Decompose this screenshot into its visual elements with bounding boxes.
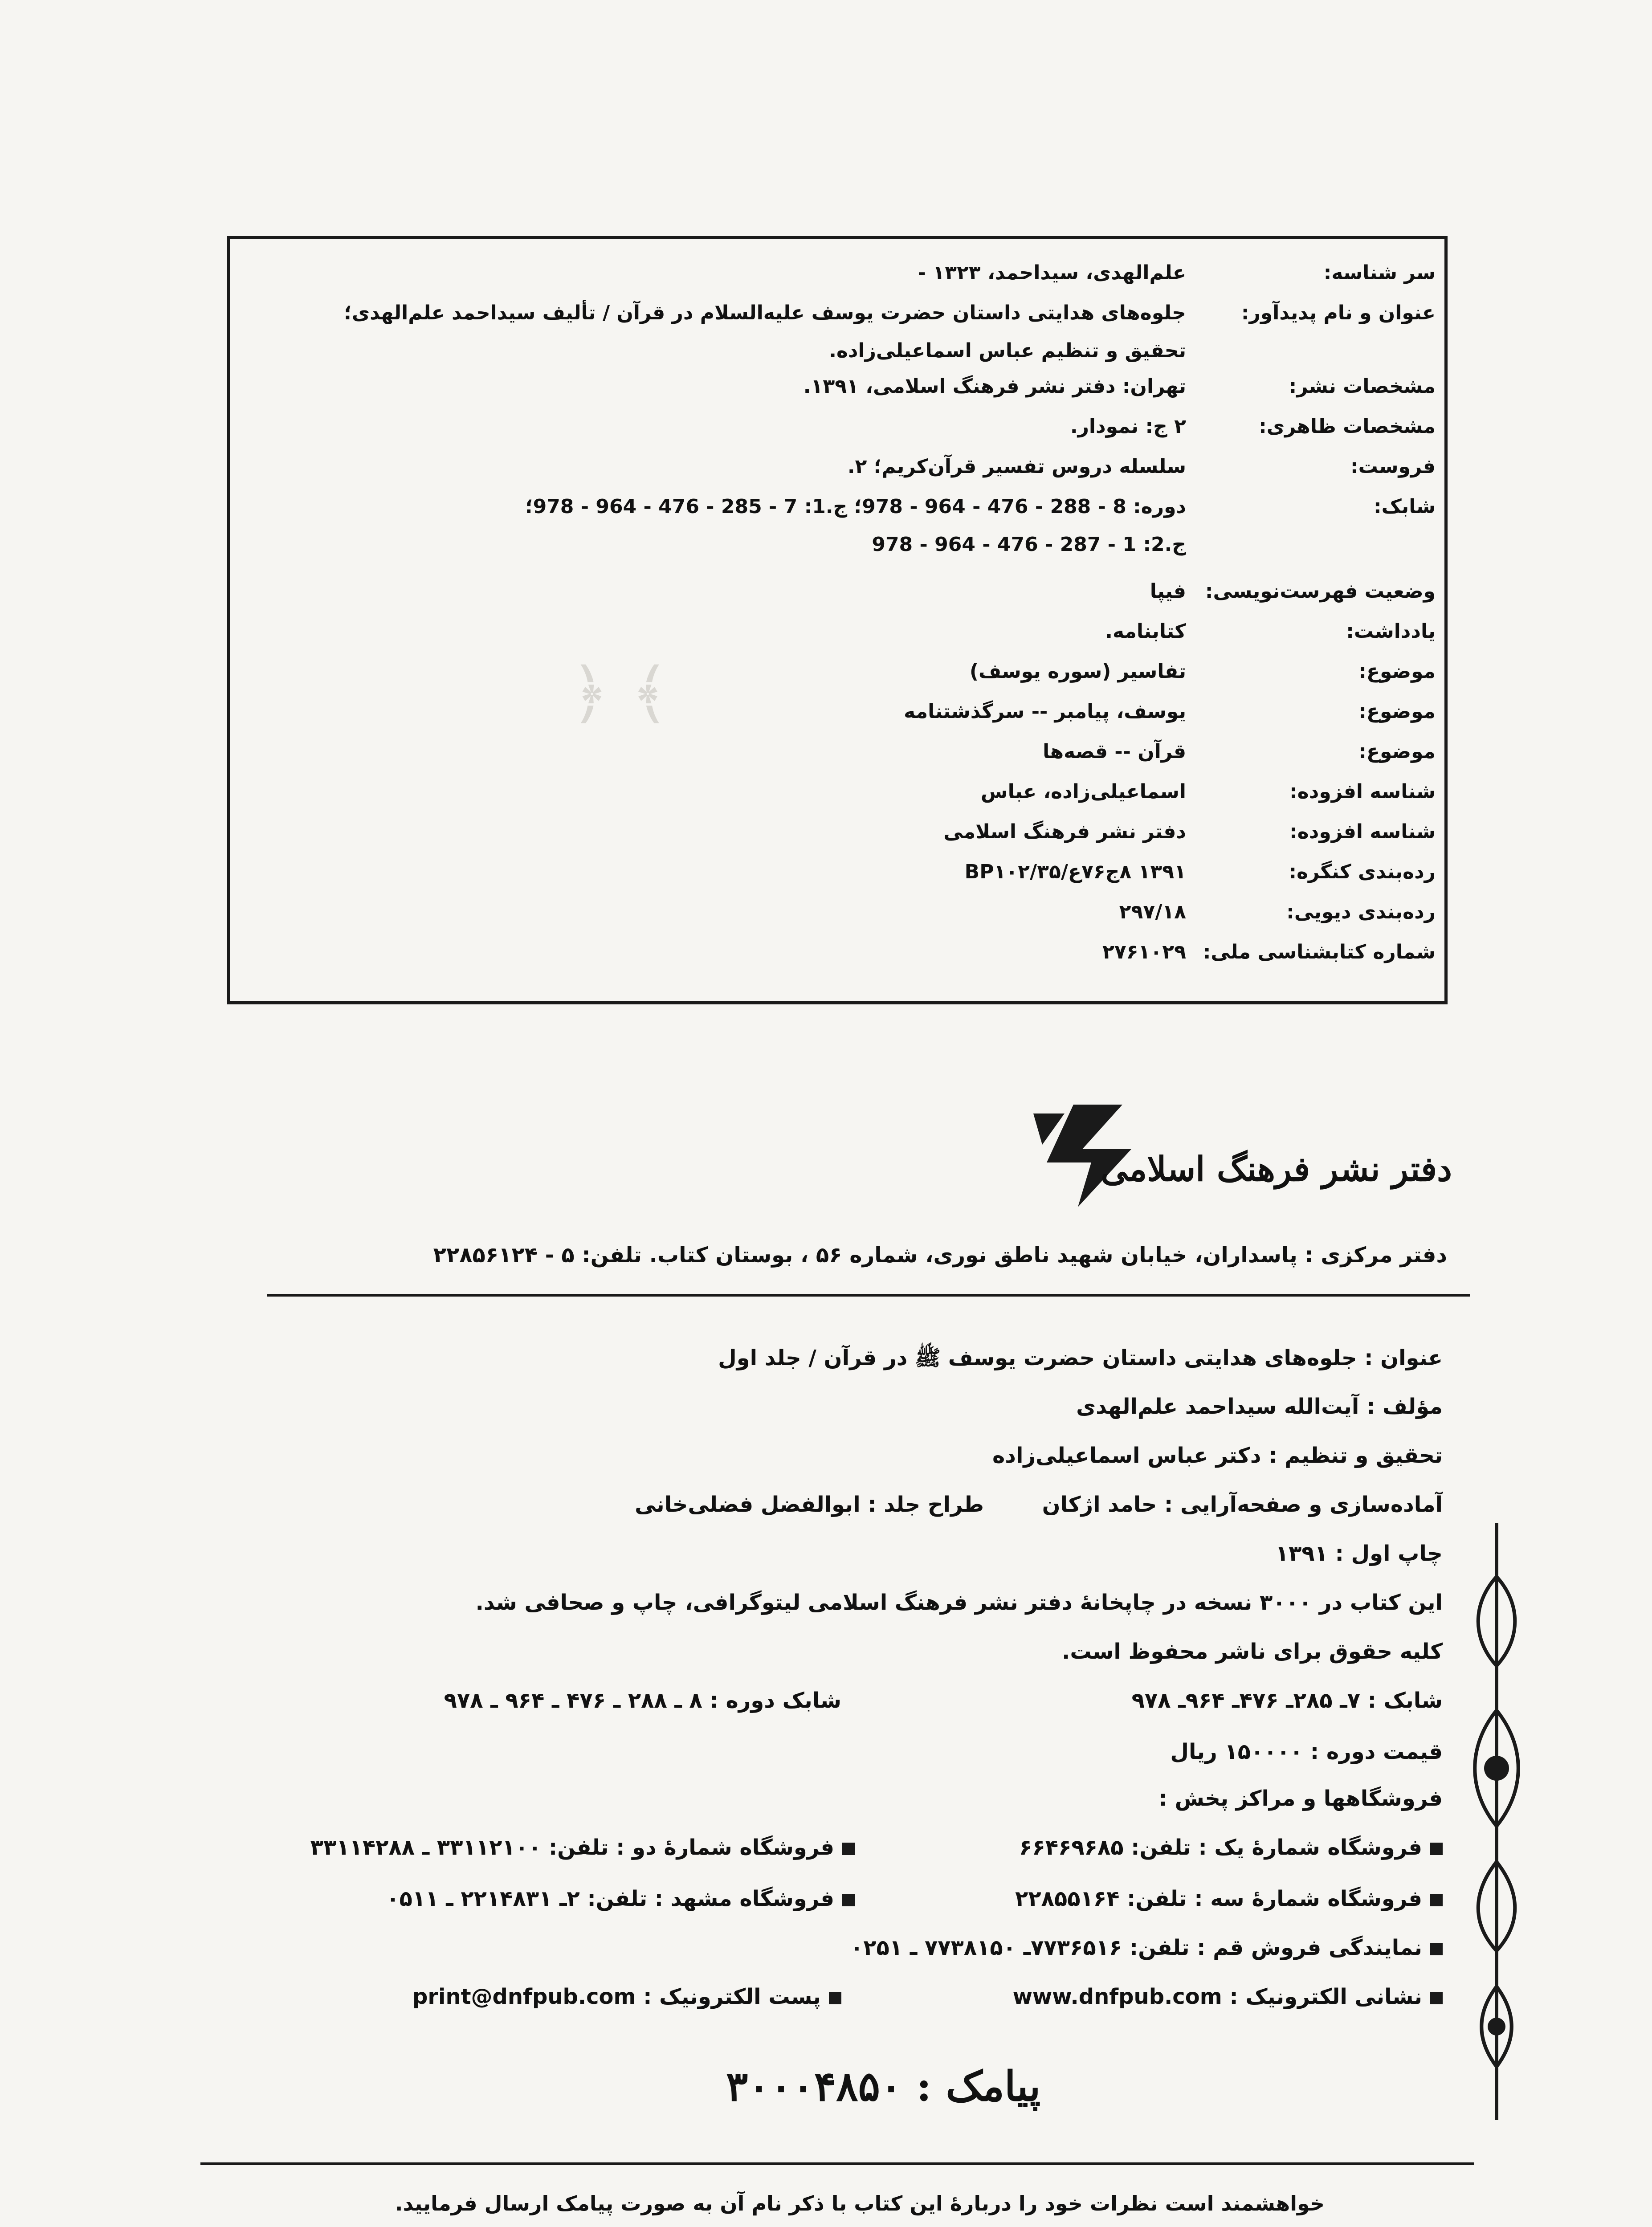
cover-designer: طراح جلد : ابوالفضل فضلی‌خانی	[635, 1492, 984, 1517]
print-run: این کتاب در ۳۰۰۰ نسخه در چاپخانهٔ دفتر نشر فرهنگ اسلامی لیتوگرافی، چاپ و صحافی شد.	[475, 1590, 1443, 1615]
cip-label: شماره کتابشناسی ملی:	[1203, 941, 1436, 963]
email: پست الکترونیک : print@dnfpub.com	[412, 1984, 841, 2009]
cip-value: تفاسیر (سوره یوسف)	[969, 660, 1186, 683]
cip-row	[239, 580, 1436, 624]
cip-label: رده‌بندی دیویی:	[1286, 901, 1436, 923]
feedback-note: خواهشمند است نظرات خود را دربارهٔ این کتاب با ذکر نام آن به صورت پیامک ارسال فرمایید.	[395, 2191, 1325, 2215]
divider	[200, 2162, 1474, 2165]
cip-label: مشخصات ظاهری:	[1259, 415, 1436, 438]
cip-label: عنوان و نام پدیدآور:	[1241, 302, 1436, 324]
cip-value: یوسف، پیامبر -- سرگذشتنامه	[904, 700, 1186, 723]
author: مؤلف : آیت‌الله سیداحمد علم‌الهدی	[1076, 1394, 1443, 1419]
cip-label: مشخصات نشر:	[1289, 375, 1436, 398]
editor: تحقیق و تنظیم : دکتر عباس اسماعیلی‌زاده	[992, 1443, 1443, 1468]
store-mashhad: فروشگاه مشهد : تلفن: ۲ـ ۲۲۱۴۸۳۱ ـ ۰۵۱۱	[386, 1886, 855, 1911]
cip-value: قرآن -- قصه‌ها	[1043, 740, 1186, 763]
store-qom: نمایندگی فروش قم : تلفن: ۷۷۳۶۵۱۶ـ ۷۷۳۸۱۵۰ ـ ۰۲۵۱	[850, 1935, 1443, 1960]
cip-value: دفتر نشر فرهنگ اسلامی	[943, 820, 1186, 843]
cataloging-in-publication-box	[227, 236, 1448, 1004]
store-1: فروشگاه شمارهٔ یک : تلفن: ۶۶۴۶۹۶۸۵	[1019, 1835, 1443, 1860]
store-3: فروشگاه شمارهٔ سه : تلفن: ۲۲۸۵۵۱۶۴	[1015, 1886, 1443, 1911]
cip-label: سر شناسه:	[1323, 261, 1436, 284]
cip-label: موضوع:	[1358, 700, 1436, 723]
bullet-icon	[1430, 1894, 1443, 1906]
cip-row	[239, 780, 1436, 825]
cip-label: شناسه افزوده:	[1289, 780, 1436, 803]
cip-row	[239, 660, 1436, 705]
cip-value: ۱۳۹۱ ۸ج۷۶ع/BP۱۰۲/۳۵	[964, 861, 1186, 883]
cip-row	[239, 415, 1436, 460]
cip-row	[239, 375, 1436, 420]
publisher-logo	[1007, 1087, 1452, 1220]
cip-value: کتابنامه.	[1105, 620, 1186, 643]
cip-value: تهران: دفتر نشر فرهنگ اسلامی، ۱۳۹۱.	[803, 375, 1186, 398]
cip-row	[239, 861, 1436, 905]
cip-row	[239, 941, 1436, 985]
head-office-address: دفتر مرکزی : پاسداران، خیابان شهید ناطق نوری، شماره ۵۶ ، بوستان کتاب. تلفن: ۵ - ۲۲۸۵۶۱۲۴	[433, 1243, 1447, 1268]
cip-value: ۲۷۶۱۰۲۹	[1102, 941, 1186, 963]
cip-value: ۲ ج: نمودار.	[1070, 415, 1186, 438]
sms-number: پیامک : ۳۰۰۰۴۸۵۰	[726, 2062, 1041, 2110]
ornament-icon	[1463, 1523, 1530, 2120]
publisher-name: دفتر نشر فرهنگ اسلامی	[1101, 1149, 1452, 1189]
bullet-icon	[1430, 1843, 1443, 1855]
cip-value: اسماعیلی‌زاده، عباس	[980, 780, 1186, 803]
cip-value: سلسله دروس تفسیر قرآن‌کریم؛ ۲.	[847, 455, 1186, 478]
website: نشانی الکترونیک : www.dnfpub.com	[1013, 1984, 1443, 2009]
layout-credit: آماده‌سازی و صفحه‌آرایی : حامد اژکان	[1042, 1492, 1443, 1517]
cip-label: وضعیت فهرست‌نویسی:	[1205, 580, 1436, 603]
divider	[267, 1294, 1470, 1297]
book-title: عنوان : جلوه‌های هدایتی داستان حضرت یوسف ﷺ در قرآن / جلد اول	[718, 1346, 1443, 1370]
cip-label: موضوع:	[1358, 660, 1436, 683]
cip-row	[239, 820, 1436, 865]
cip-value: ۲۹۷/۱۸	[1119, 901, 1186, 923]
cip-value: جلوه‌های هدایتی داستان حضرت یوسف علیه‌السلام در قرآن / تألیف سیداحمد علم‌الهدی؛	[344, 302, 1186, 324]
cip-value: علم‌الهدی، سیداحمد، ۱۳۲۳ -	[918, 261, 1186, 284]
cip-value-continuation: ج.2: 1 - 287 - 476 - 964 - 978	[872, 533, 1186, 556]
price: قیمت دوره : ۱۵۰۰۰۰ ریال	[1170, 1739, 1443, 1764]
cip-row	[239, 901, 1436, 945]
cip-label: شابک:	[1374, 495, 1436, 518]
cip-row	[239, 455, 1436, 500]
bullet-icon	[1430, 1992, 1443, 2004]
bullet-icon	[829, 1992, 841, 2004]
edition: چاپ اول : ۱۳۹۱	[1275, 1541, 1443, 1566]
bullet-icon	[842, 1894, 855, 1906]
cip-label: یادداشت:	[1346, 620, 1436, 643]
cip-label: رده‌بندی کنگره:	[1289, 861, 1436, 883]
cip-value-continuation: تحقیق و تنظیم عباس اسماعیلی‌زاده.	[829, 339, 1186, 362]
cip-value: دوره: 8 - 288 - 476 - 964 - 978؛ ج.1: 7 - 285 - 476 - 964 - 978؛	[525, 495, 1186, 518]
cip-label: شناسه افزوده:	[1289, 820, 1436, 843]
cip-row	[239, 700, 1436, 745]
cip-label: فروست:	[1350, 455, 1436, 478]
isbn-volume: شابک : ۷ـ ۲۸۵ـ ۴۷۶ـ ۹۶۴ـ ۹۷۸	[1131, 1688, 1443, 1713]
cip-value: فیپا	[1150, 580, 1186, 603]
cip-label: موضوع:	[1358, 740, 1436, 763]
cip-row	[239, 620, 1436, 665]
cip-row	[239, 261, 1436, 306]
store-2: فروشگاه شمارهٔ دو : تلفن: ۳۳۱۱۲۱۰۰ ـ ۳۳۱۱۴۲۸۸	[310, 1835, 855, 1860]
bullet-icon	[1430, 1943, 1443, 1955]
stores-heading: فروشگاهها و مراکز پخش :	[1158, 1786, 1443, 1811]
bullet-icon	[842, 1843, 855, 1855]
isbn-set: شابک دوره : ۸ ـ ۲۸۸ ـ ۴۷۶ ـ ۹۶۴ ـ ۹۷۸	[444, 1688, 841, 1713]
cip-row	[239, 740, 1436, 785]
bleed-through-mark: ﴾ ﴿	[570, 655, 670, 732]
rights: کلیه حقوق برای ناشر محفوظ است.	[1062, 1639, 1443, 1664]
